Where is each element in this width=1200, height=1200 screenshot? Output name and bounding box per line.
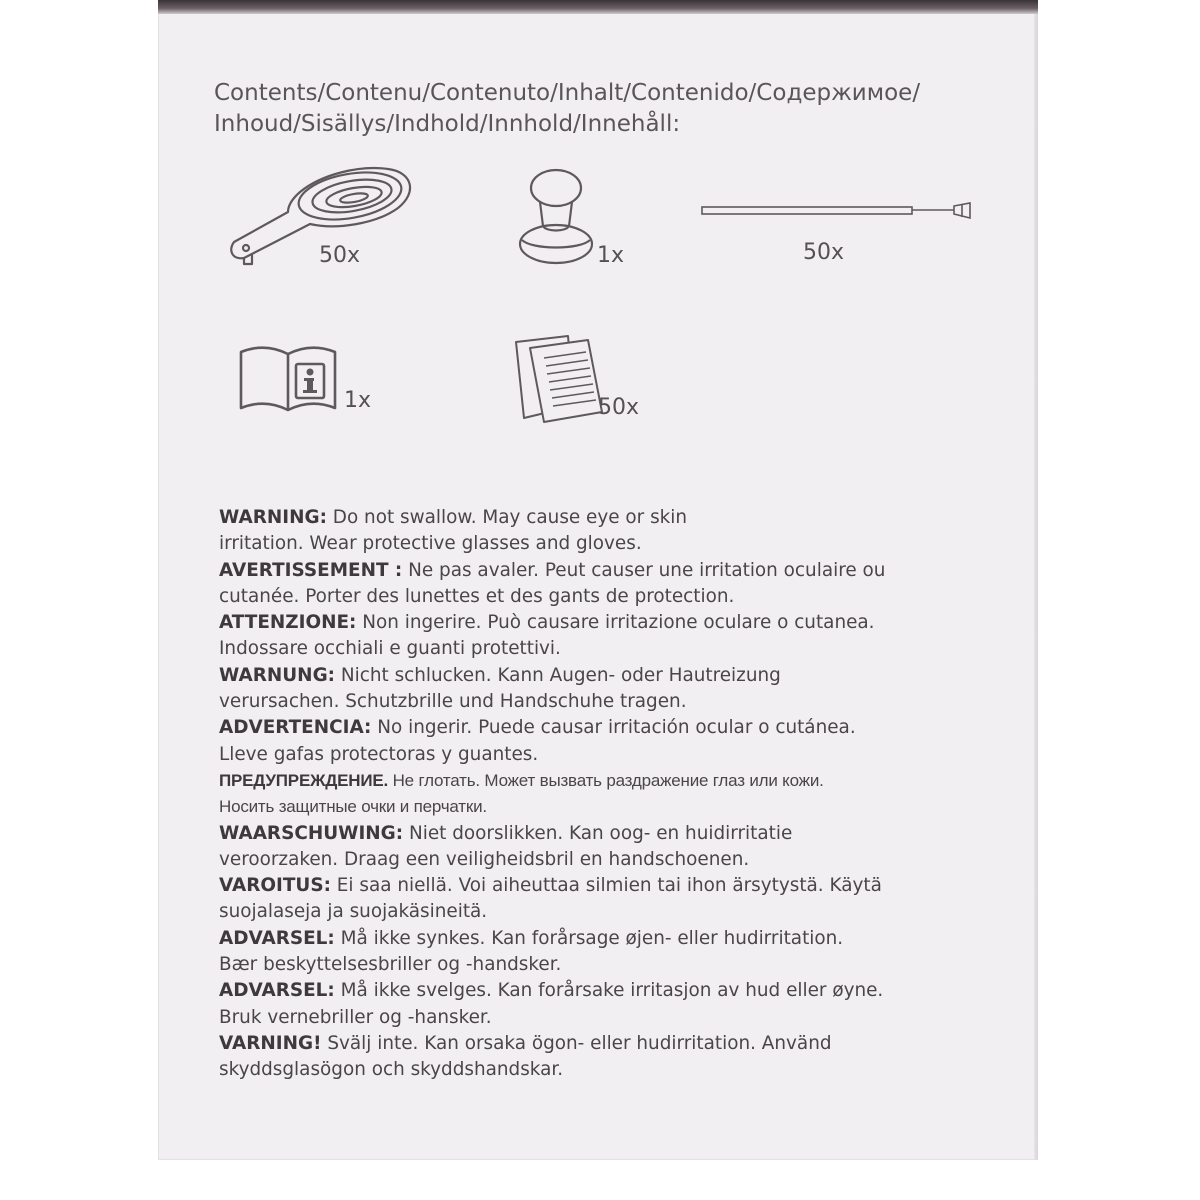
warning-da-text2: Bær beskyttelsesbriller og -handsker. <box>219 954 562 976</box>
warning-es <box>219 715 1009 768</box>
warning-no-text2: Bruk vernebriller og -hansker. <box>219 1006 492 1028</box>
warning-no-label: ADVARSEL: <box>219 980 335 1002</box>
warning-fr <box>219 558 1009 611</box>
brush-quantity: 50x <box>803 240 845 265</box>
warning-da-label: ADVARSEL: <box>219 927 335 949</box>
warning-nl-label: WAARSCHUWING: <box>219 822 404 844</box>
warning-fi-text2: suojalaseja ja suojakäsineitä. <box>219 901 488 923</box>
warning-es-text2: Lleve gafas protectoras y guantes. <box>219 743 539 765</box>
warning-es-text: No ingerir. Puede causar irritación ocular o cutánea. <box>371 717 856 739</box>
warning-de-label: WARNUNG: <box>219 664 336 686</box>
warning-fi <box>219 873 1009 926</box>
warning-sv <box>219 1031 1009 1084</box>
warning-en-label: WARNING: <box>219 507 327 528</box>
warning-da-text: Må ikke synkes. Kan forårsage øjen- eller hudirritation. <box>334 927 844 949</box>
warning-fi-text: Ei saa niellä. Voi aiheuttaa silmien tai ihon ärsytystä. Käytä <box>330 875 882 897</box>
warning-it-label: ATTENZIONE: <box>219 612 357 634</box>
sheets-quantity: 50x <box>598 395 640 420</box>
warning-de-text: Nicht schlucken. Kann Augen- oder Hautreizung <box>335 664 781 686</box>
warning-en-text2: irritation. Wear protective glasses and gloves. <box>219 533 642 555</box>
contents-heading <box>214 78 1014 140</box>
warning-it-text2: Indossare occhiali e guanti protettivi. <box>219 638 561 660</box>
warning-ru-text2: Носить защитные очки и перчатки. <box>219 797 487 817</box>
contents-heading-line1: Contents/Contenu/Contenuto/Inhalt/Contenido/Содержимое/ <box>214 80 921 106</box>
warning-nl <box>219 821 1009 874</box>
warning-ru <box>219 768 1009 821</box>
warning-sv-text2: skyddsglasögon och skyddshandskar. <box>219 1059 564 1081</box>
warning-sv-label: VARNING! <box>219 1032 322 1054</box>
warning-de-text2: verursachen. Schutzbrille und Handschuhe tragen. <box>219 691 687 713</box>
warning-en <box>219 505 1009 558</box>
warning-fi-label: VAROITUS: <box>219 875 331 897</box>
warning-it-text: Non ingerire. Può causare irritazione oculare o cutanea. <box>356 612 875 634</box>
warning-no <box>219 978 1009 1031</box>
manual-quantity: 1x <box>344 388 372 413</box>
package-side-panel <box>158 0 1038 1160</box>
warning-no-text: Må ikke svelges. Kan forårsake irritasjon av hud eller øyne. <box>334 980 884 1002</box>
applicator-brush-icon <box>698 198 980 224</box>
warning-ru-label: ПРЕДУПРЕЖДЕНИЕ. <box>219 770 389 790</box>
package-top-edge <box>158 0 1038 14</box>
paper-sheets-icon <box>508 334 612 426</box>
contents-heading-line2: Inhoud/Sisällys/Indhold/Innhold/Innehåll: <box>214 111 681 137</box>
warning-it <box>219 610 1009 663</box>
warning-fr-text: Ne pas avaler. Peut causer une irritation oculaire ou <box>402 559 886 581</box>
warning-en-text: Do not swallow. May cause eye or skin <box>326 507 688 528</box>
tray-holder-icon <box>516 166 598 268</box>
instruction-manual-icon <box>238 344 338 414</box>
package-right-edge <box>1034 14 1038 1160</box>
warning-fr-label: AVERTISSEMENT : <box>219 559 403 581</box>
warning-fr-text2: cutanée. Porter des lunettes et des gants de protection. <box>219 585 735 607</box>
tray-quantity: 50x <box>319 243 361 268</box>
warnings-section <box>219 505 1009 1084</box>
warning-de <box>219 663 1009 716</box>
warning-da <box>219 926 1009 979</box>
warning-es-label: ADVERTENCIA: <box>219 717 372 739</box>
warning-nl-text2: veroorzaken. Draag een veiligheidsbril en handschoenen. <box>219 848 750 870</box>
warning-ru-text: Не глотать. Может вызвать раздражение глаз или кожи. <box>388 770 824 790</box>
holder-quantity: 1x <box>597 243 625 268</box>
warning-nl-text: Niet doorslikken. Kan oog- en huidirritatie <box>403 822 793 844</box>
warning-sv-text: Svälj inte. Kan orsaka ögon- eller hudirritation. Använd <box>321 1032 832 1054</box>
